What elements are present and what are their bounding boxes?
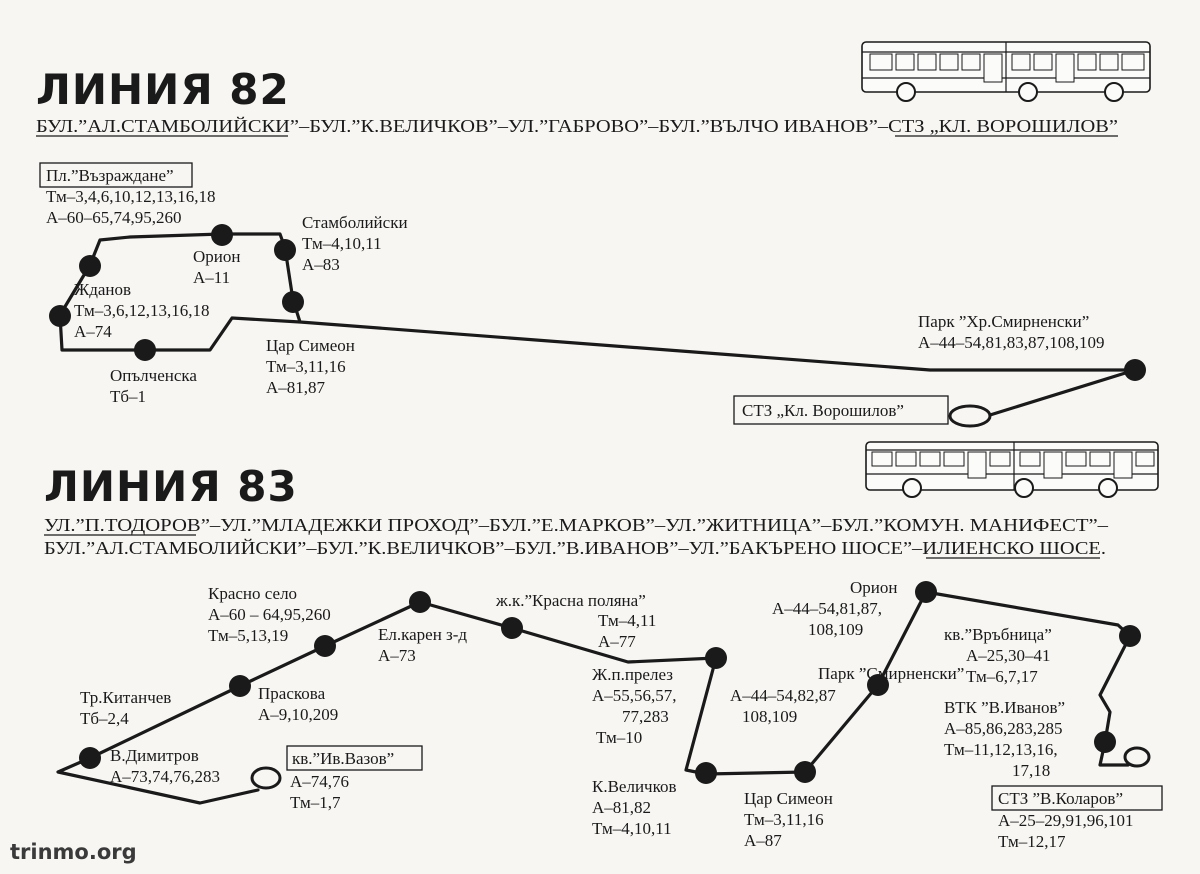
- svg-text:Тм–4,11: Тм–4,11: [598, 611, 657, 630]
- svg-text:кв.”Ив.Вазов”: кв.”Ив.Вазов”: [292, 749, 395, 768]
- stop-83-velichkov: [592, 777, 677, 838]
- line-83-streets-1: УЛ.”П.ТОДОРОВ”–УЛ.”МЛАДЕЖКИ ПРОХОД”–БУЛ.”Е.МАРКОВ”–УЛ.”ЖИТНИЦА”–БУЛ.”КОМУН. МАНИФЕСТ”–: [44, 515, 1110, 535]
- svg-text:СТЗ „Кл. Ворошилов”: СТЗ „Кл. Ворошилов”: [742, 401, 904, 420]
- svg-text:Цар Симеон: Цар Симеон: [744, 789, 833, 808]
- stop-83-krasna-polyana-marker: [501, 617, 523, 639]
- stop-82-orion: [193, 247, 240, 287]
- stop-82-zhdanov-marker: [49, 305, 71, 327]
- svg-text:А–60 – 64,95,260: А–60 – 64,95,260: [208, 605, 331, 624]
- stop-83-tsar-simeon: [744, 789, 833, 850]
- stop-82-tsar-simeon: [266, 336, 355, 397]
- svg-text:А–77: А–77: [598, 632, 636, 651]
- svg-text:Тб–2,4: Тб–2,4: [80, 709, 129, 728]
- stop-82-park-smirnenski-marker: [1124, 359, 1146, 381]
- svg-text:Тм–3,11,16: Тм–3,11,16: [744, 810, 824, 829]
- stop-82-stamboliyski: [302, 213, 408, 274]
- svg-text:А–74: А–74: [74, 322, 112, 341]
- stop-83-orion-marker: [915, 581, 937, 603]
- stop-82-opalchenska: [110, 366, 197, 406]
- svg-text:Тм–3,4,6,10,12,13,16,18: Тм–3,4,6,10,12,13,16,18: [46, 187, 216, 206]
- svg-text:А–9,10,209: А–9,10,209: [258, 705, 339, 724]
- svg-text:А–60–65,74,95,260: А–60–65,74,95,260: [46, 208, 182, 227]
- svg-text:А–25,30–41: А–25,30–41: [966, 646, 1051, 665]
- stop-83-elkaren: [378, 625, 467, 665]
- svg-text:Тм–12,17: Тм–12,17: [998, 832, 1066, 851]
- stop-83-elkaren-marker: [409, 591, 431, 613]
- stop-82-stz-voroshilov: [734, 396, 948, 424]
- svg-text:А–44–54,82,87: А–44–54,82,87: [730, 686, 836, 705]
- svg-text:Цар Симеон: Цар Симеон: [266, 336, 355, 355]
- stop-82-orion-marker: [211, 224, 233, 246]
- svg-text:108,109: 108,109: [742, 707, 798, 726]
- svg-text:Стамболийски: Стамболийски: [302, 213, 408, 232]
- svg-text:Ел.карен з-д: Ел.карен з-д: [378, 625, 468, 644]
- svg-text:Тм–6,7,17: Тм–6,7,17: [966, 667, 1038, 686]
- svg-text:А–55,56,57,: А–55,56,57,: [592, 686, 677, 705]
- stop-83-dimitrov-marker: [79, 747, 101, 769]
- svg-text:Парк ”Хр.Смирненски”: Парк ”Хр.Смирненски”: [918, 312, 1090, 331]
- svg-text:17,18: 17,18: [1012, 761, 1051, 780]
- svg-text:Тм–5,13,19: Тм–5,13,19: [208, 626, 289, 645]
- stop-83-krasno-selo-marker: [314, 635, 336, 657]
- svg-text:Праскова: Праскова: [258, 684, 326, 703]
- stop-83-kitanchev: [80, 688, 171, 728]
- line-82-title: ЛИНИЯ 82: [36, 65, 290, 114]
- stop-83-praskova: [258, 684, 338, 724]
- stop-82-stamboliyski-marker: [274, 239, 296, 261]
- stop-83-vtk-ivanov-marker: [1094, 731, 1116, 753]
- svg-text:кв.”Връбница”: кв.”Връбница”: [944, 625, 1052, 644]
- svg-text:Тм–3,11,16: Тм–3,11,16: [266, 357, 346, 376]
- stop-82-park-smirnenski: [918, 312, 1105, 352]
- svg-text:А–73: А–73: [378, 646, 416, 665]
- svg-text:В.Димитров: В.Димитров: [110, 746, 199, 765]
- svg-text:А–44–54,81,87,: А–44–54,81,87,: [772, 599, 883, 618]
- svg-text:А–44–54,81,83,87,108,109: А–44–54,81,83,87,108,109: [918, 333, 1105, 352]
- svg-text:А–85,86,283,285: А–85,86,283,285: [944, 719, 1063, 738]
- stop-83-velichkov-marker: [695, 762, 717, 784]
- svg-text:Тр.Китанчев: Тр.Китанчев: [80, 688, 172, 707]
- svg-text:ж.к.”Красна поляна”: ж.к.”Красна поляна”: [496, 591, 646, 610]
- stop-83-zhp-prelez: [592, 665, 677, 747]
- stop-83-praskova-marker: [229, 675, 251, 697]
- stop-83-krasno-selo: [208, 584, 331, 645]
- stop-82-vazrazhdane-marker: [79, 255, 101, 277]
- svg-text:Парк ”Смирненски”: Парк ”Смирненски”: [818, 664, 965, 683]
- svg-text:Тм–10: Тм–10: [596, 728, 643, 747]
- svg-text:Жданов: Жданов: [74, 280, 132, 299]
- svg-text:СТЗ ”В.Коларов”: СТЗ ”В.Коларов”: [998, 789, 1123, 808]
- svg-text:Тм–11,12,13,16,: Тм–11,12,13,16,: [944, 740, 1058, 759]
- svg-text:Тм–3,6,12,13,16,18: Тм–3,6,12,13,16,18: [74, 301, 210, 320]
- svg-text:Пл.”Възраждане”: Пл.”Възраждане”: [46, 166, 174, 185]
- articulated-bus-icon: [862, 42, 1150, 101]
- svg-text:А–11: А–11: [193, 268, 231, 287]
- stop-82-zhdanov: [74, 280, 209, 341]
- line-83-streets-2: БУЛ.”АЛ.СТАМБОЛИЙСКИ”–БУЛ.”К.ВЕЛИЧКОВ”–БУЛ.”В.ИВАНОВ”–УЛ.”БАКЪРЕНО ШОСЕ”–ИЛИЕНСКО ШОСЕ.: [44, 538, 1106, 558]
- svg-text:Опълченска: Опълченска: [110, 366, 197, 385]
- svg-text:А–81,87: А–81,87: [266, 378, 326, 397]
- stop-83-zhp-prelez-marker: [705, 647, 727, 669]
- articulated-bus-icon: [866, 442, 1158, 497]
- svg-text:А–73,74,76,283: А–73,74,76,283: [110, 767, 221, 786]
- stop-82-tsar-simeon-marker: [282, 291, 304, 313]
- svg-text:Орион: Орион: [850, 578, 898, 597]
- svg-text:А–25–29,91,96,101: А–25–29,91,96,101: [998, 811, 1134, 830]
- svg-text:К.Величков: К.Величков: [592, 777, 677, 796]
- stop-82-opalchenska-marker: [134, 339, 156, 361]
- line-83-title: ЛИНИЯ 83: [44, 462, 298, 511]
- stop-83-park-smirnenski: [730, 664, 964, 726]
- svg-text:Тм–4,10,11: Тм–4,10,11: [592, 819, 672, 838]
- svg-text:ВТК ”В.Иванов”: ВТК ”В.Иванов”: [944, 698, 1066, 717]
- svg-text:Тм–4,10,11: Тм–4,10,11: [302, 234, 382, 253]
- line-82-streets: БУЛ.”АЛ.СТАМБОЛИЙСКИ”–БУЛ.”К.ВЕЛИЧКОВ”–УЛ.”ГАБРОВО”–БУЛ.”ВЪЛЧО ИВАНОВ”–СТЗ „КЛ. ВОРОШИЛОВ”: [36, 116, 1119, 136]
- watermark: trinmo.org: [10, 840, 137, 864]
- svg-text:77,283: 77,283: [622, 707, 669, 726]
- svg-text:А–87: А–87: [744, 831, 782, 850]
- svg-text:Тм–1,7: Тм–1,7: [290, 793, 341, 812]
- stop-83-vrabnitsa-marker: [1119, 625, 1141, 647]
- stop-83-vtk-ivanov: [944, 698, 1065, 780]
- svg-text:Ж.п.прелез: Ж.п.прелез: [592, 665, 673, 684]
- svg-text:А–81,82: А–81,82: [592, 798, 652, 817]
- svg-text:Красно село: Красно село: [208, 584, 298, 603]
- svg-text:Орион: Орион: [193, 247, 241, 266]
- stop-83-stz-kolarov: [992, 786, 1162, 851]
- stop-83-dimitrov: [110, 746, 220, 786]
- svg-text:А–83: А–83: [302, 255, 340, 274]
- svg-text:Тб–1: Тб–1: [110, 387, 147, 406]
- svg-text:108,109: 108,109: [808, 620, 864, 639]
- stop-83-tsar-simeon-marker: [794, 761, 816, 783]
- stop-83-orion: [772, 578, 897, 639]
- stop-82-vazrazhdane: [40, 163, 215, 227]
- stop-83-iv-vazov: [287, 746, 422, 812]
- svg-text:А–74,76: А–74,76: [290, 772, 350, 791]
